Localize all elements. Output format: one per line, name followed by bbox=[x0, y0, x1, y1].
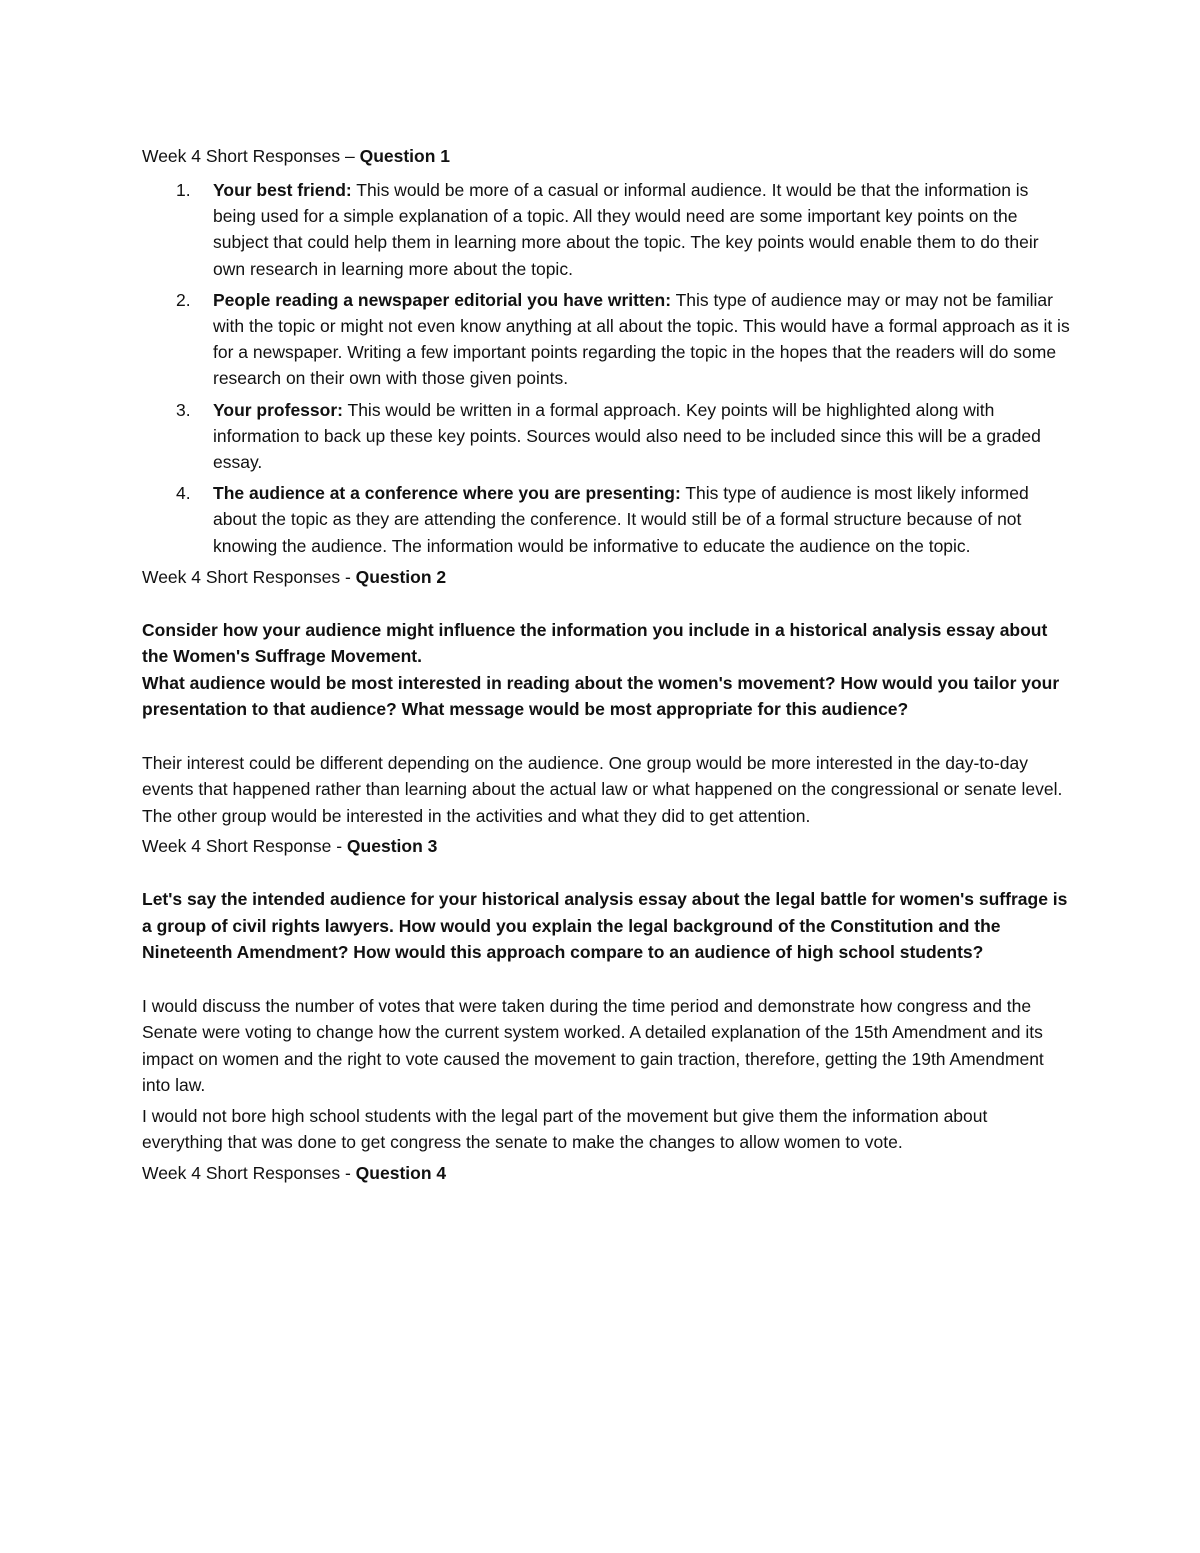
list-item bbox=[142, 287, 1072, 392]
list-item bbox=[142, 177, 1072, 282]
list-number: 2. bbox=[176, 289, 191, 310]
question-3-answer: I would discuss the number of votes that were taken during the time period and demonstrate how congress and the Senate were voting to change how the current system worked. A detailed explanation of the 15th Amendment and its impact on women and the right to vote caused the movement to gain traction, therefore, getting the 19th Amendment into law. bbox=[142, 995, 1044, 1096]
audience-list bbox=[142, 177, 1072, 559]
heading-prefix: Week 4 Short Response - bbox=[142, 836, 347, 857]
list-item-text: This would be more of a casual or informal audience. It would be that the information is being used for a simple explanation of a topic. All they would need are some important key points on the subject that could help them in learning more about the topic. The key points would enable them to do their own research in learning more about the topic. bbox=[213, 180, 1039, 279]
list-item bbox=[142, 397, 1072, 476]
list-item-lead: The audience at a conference where you are presenting: bbox=[213, 483, 681, 504]
list-item-lead: Your professor: bbox=[213, 399, 343, 420]
list-item-lead: Your best friend: bbox=[213, 180, 352, 200]
heading-question-label: Question 4 bbox=[355, 1162, 447, 1183]
question-4-heading bbox=[142, 1160, 1072, 1186]
list-number: 1. bbox=[176, 180, 191, 200]
list-number: 3. bbox=[176, 399, 191, 420]
list-item-text: This type of audience may or may not be familiar with the topic or might not even know anything at all about the topic. This would have a formal approach as it is for a newspaper. Writing a few important points regarding the topic in the hopes that the readers will do some research on their own with those given points. bbox=[213, 289, 1070, 389]
heading-question-label: Question 2 bbox=[355, 566, 447, 587]
list-item-text: This type of audience is most likely informed about the topic as they are attending the conference. It would still be of a formal structure because of not knowing the audience. The information would be informative to educate the audience on the topic. bbox=[213, 483, 1029, 556]
list-item bbox=[142, 480, 1072, 559]
question-2-prompt: Consider how your audience might influence the information you include in a historical analysis essay about the Women's Suffrage Movement. bbox=[142, 619, 1048, 667]
question-3-heading bbox=[142, 833, 1072, 859]
heading-prefix: Week 4 Short Responses - bbox=[142, 1162, 356, 1183]
heading-prefix: Week 4 Short Responses - bbox=[142, 566, 356, 587]
heading-question-label: Question 1 bbox=[359, 146, 451, 166]
question-2-answer: Their interest could be different depending on the audience. One group would be more interested in the day-to-day events that happened rather than learning about the actual law or what happened on the congressional or senate level. The other group would be interested in the activities and what they did to get attention. bbox=[142, 752, 1063, 826]
list-item-text: This would be written in a formal approach. Key points will be highlighted along with information to back up these key points. Sources would also need to be included since this will be a graded essay. bbox=[213, 399, 1041, 473]
document-page bbox=[142, 143, 1072, 1186]
heading-question-label: Question 3 bbox=[346, 836, 438, 857]
list-number: 4. bbox=[176, 483, 191, 504]
question-3-prompt: Let's say the intended audience for your historical analysis essay about the legal battle for women's suffrage is a group of civil rights lawyers. How would you explain the legal background of the Constitution and the Nineteenth Amendment? How would this approach compare to an audience of high school students? bbox=[142, 889, 1068, 963]
list-item-lead: People reading a newspaper editorial you have written: bbox=[213, 289, 672, 310]
question-2-subprompt: What audience would be most interested in reading about the women's movement? How would you tailor your presentation to that audience? What message would be most appropriate for this audience? bbox=[142, 672, 1060, 720]
question-2-heading bbox=[142, 564, 1072, 590]
heading-prefix: Week 4 Short Responses – bbox=[142, 146, 360, 166]
question-1-heading bbox=[142, 143, 1072, 169]
question-3-answer-continued: I would not bore high school students with the legal part of the movement but give them the information about everything that was done to get congress the senate to make the changes to allow women to vote. bbox=[142, 1105, 988, 1153]
